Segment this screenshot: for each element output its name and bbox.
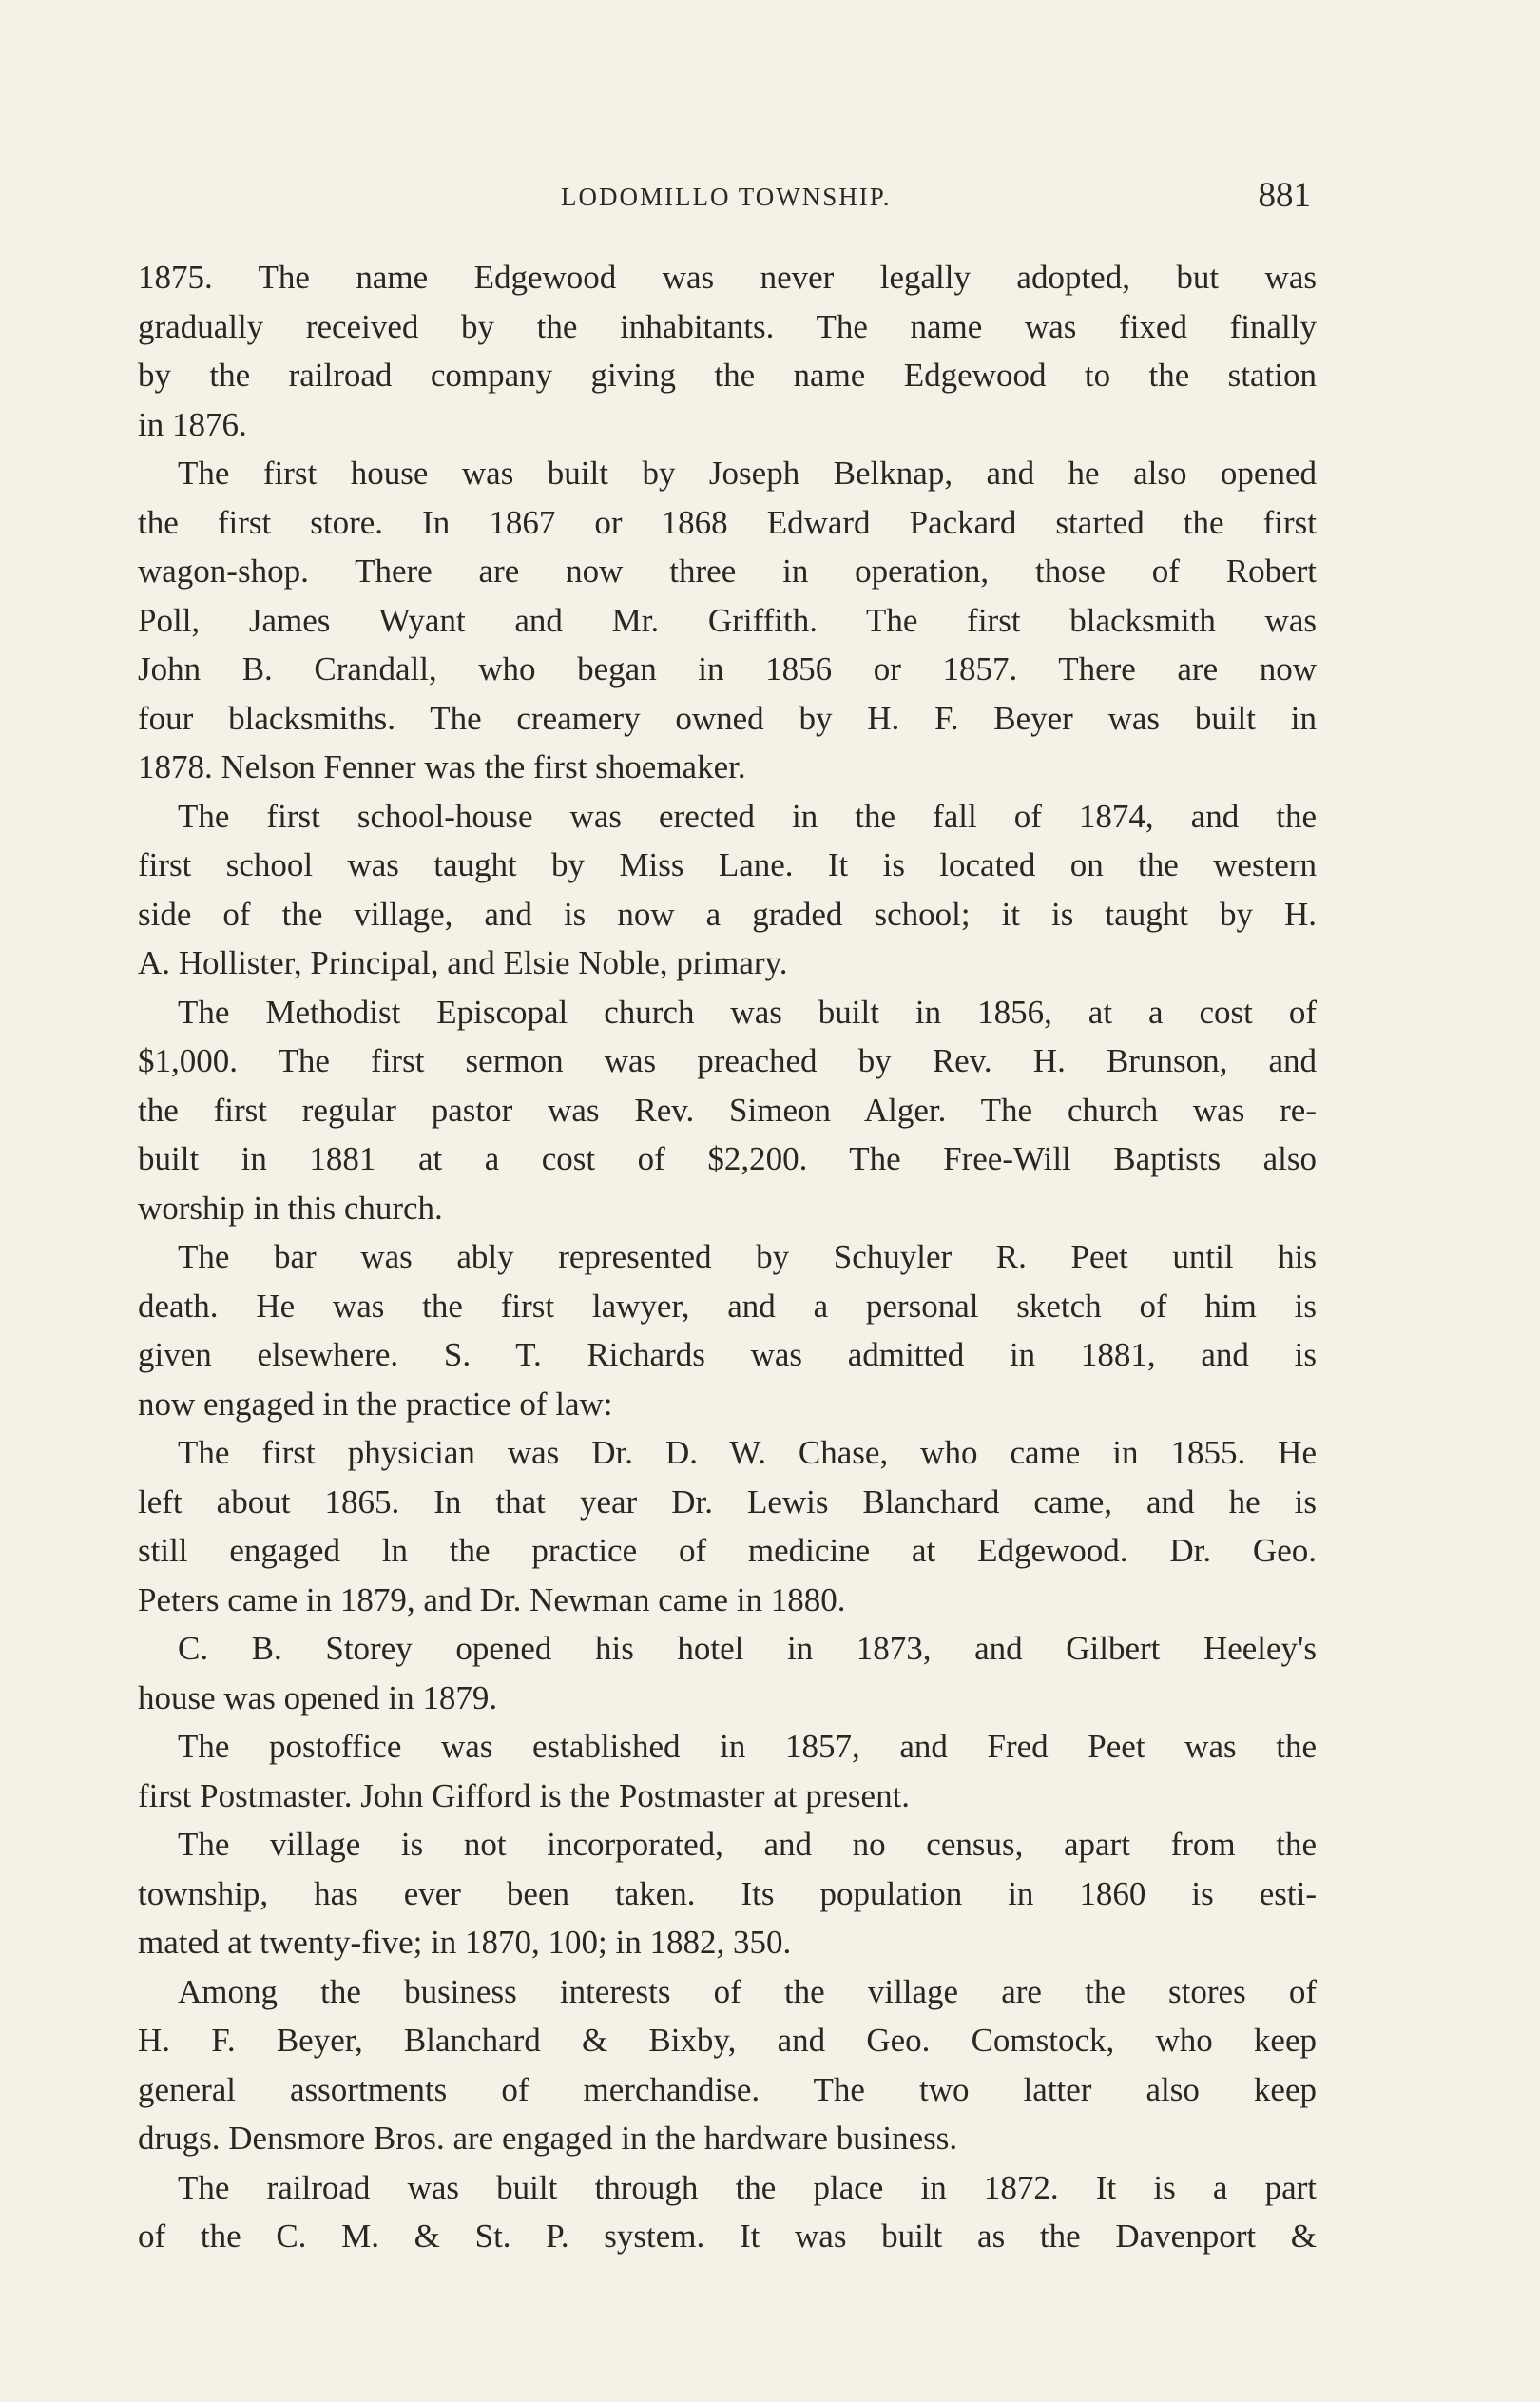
text-line: The bar was ably represented by Schuyler R. Peet until his [178,1238,1317,1275]
text-line: four blacksmiths. The creamery owned by H. F. Beyer was built in [138,699,1317,737]
text-line: $1,000. The first sermon was preached by Rev. H. Brunson, and [138,1042,1317,1079]
text-line: still engaged ln the practice of medicine at Edgewood. Dr. Geo. [138,1532,1317,1569]
text-line: side of the village, and is now a graded school; it is taught by H. [138,895,1317,933]
text-line: mated at twenty-five; in 1870, 100; in 1882, 350. [138,1924,792,1961]
text-line: The railroad was built through the place in 1872. It is a part [178,2168,1317,2206]
text-line: house was opened in 1879. [138,1678,498,1716]
text-line: township, has ever been taken. Its population in 1860 is esti- [138,1874,1317,1912]
text-line: The first physician was Dr. D. W. Chase, who came in 1855. He [178,1434,1317,1471]
text-line: general assortments of merchandise. The two latter also keep [138,2070,1317,2108]
page-number: 881 [1258,176,1311,215]
text-line: of the C. M. & St. P. system. It was built as the Davenport & [138,2218,1317,2255]
running-head: LODOMILLO TOWNSHIP. [561,183,892,211]
text-line: built in 1881 at a cost of $2,200. The Free-Will Baptists also [138,1140,1317,1177]
text-line: H. F. Beyer, Blanchard & Bixby, and Geo. Comstock, who keep [138,2022,1317,2059]
text-line: C. B. Storey opened his hotel in 1873, and Gilbert Heeley's [178,1630,1317,1667]
text-line: first Postmaster. John Gifford is the Postmaster at present. [138,1776,911,1814]
text-line: The Methodist Episcopal church was built in 1856, at a cost of [178,993,1317,1031]
text-line: gradually received by the inhabitants. The name was fixed finally [138,307,1317,345]
text-line: Among the business interests of the village are the stores of [178,1972,1317,2010]
text-line: left about 1865. In that year Dr. Lewis Blanchard came, and he is [138,1482,1317,1521]
page-header [561,176,1321,219]
text-line: Poll, James Wyant and Mr. Griffith. The first blacksmith was [138,601,1317,639]
text-line: drugs. Densmore Bros. are engaged in the hardware business. [138,2120,958,2157]
text-line: 1875. The name Edgewood was never legally adopted, but was [138,259,1317,296]
text-line: 1878. Nelson Fenner was the first shoemaker. [138,748,746,785]
text-line: The village is not incorporated, and no census, apart from the [178,1826,1317,1863]
text-line: John B. Crandall, who began in 1856 or 1857. There are now [138,650,1317,688]
text-line: worship in this church. [138,1189,443,1227]
body-text [138,253,1317,2261]
text-line: Peters came in 1879, and Dr. Newman came in 1880. [138,1580,846,1618]
text-line: first school was taught by Miss Lane. It is located on the western [138,846,1317,883]
text-line: the first store. In 1867 or 1868 Edward Packard started the first [138,503,1317,541]
text-line: now engaged in the practice of law: [138,1385,613,1423]
text-line: wagon-shop. There are now three in operation, those of Robert [138,552,1317,590]
text-line: in 1876. [138,405,247,443]
text-line: The postoffice was established in 1857, and Fred Peet was the [178,1728,1317,1765]
text-line: by the railroad company giving the name Edgewood to the station [138,357,1317,394]
text-line: A. Hollister, Principal, and Elsie Noble, primary. [138,944,788,981]
text-line: The first school-house was erected in the fall of 1874, and the [178,797,1317,835]
text-line: death. He was the first lawyer, and a personal sketch of him is [138,1287,1317,1325]
text-line: The first house was built by Joseph Belknap, and he also opened [178,455,1317,492]
text-line: the first regular pastor was Rev. Simeon Alger. The church was re- [138,1091,1317,1129]
text-line: given elsewhere. S. T. Richards was admitted in 1881, and is [138,1336,1317,1373]
